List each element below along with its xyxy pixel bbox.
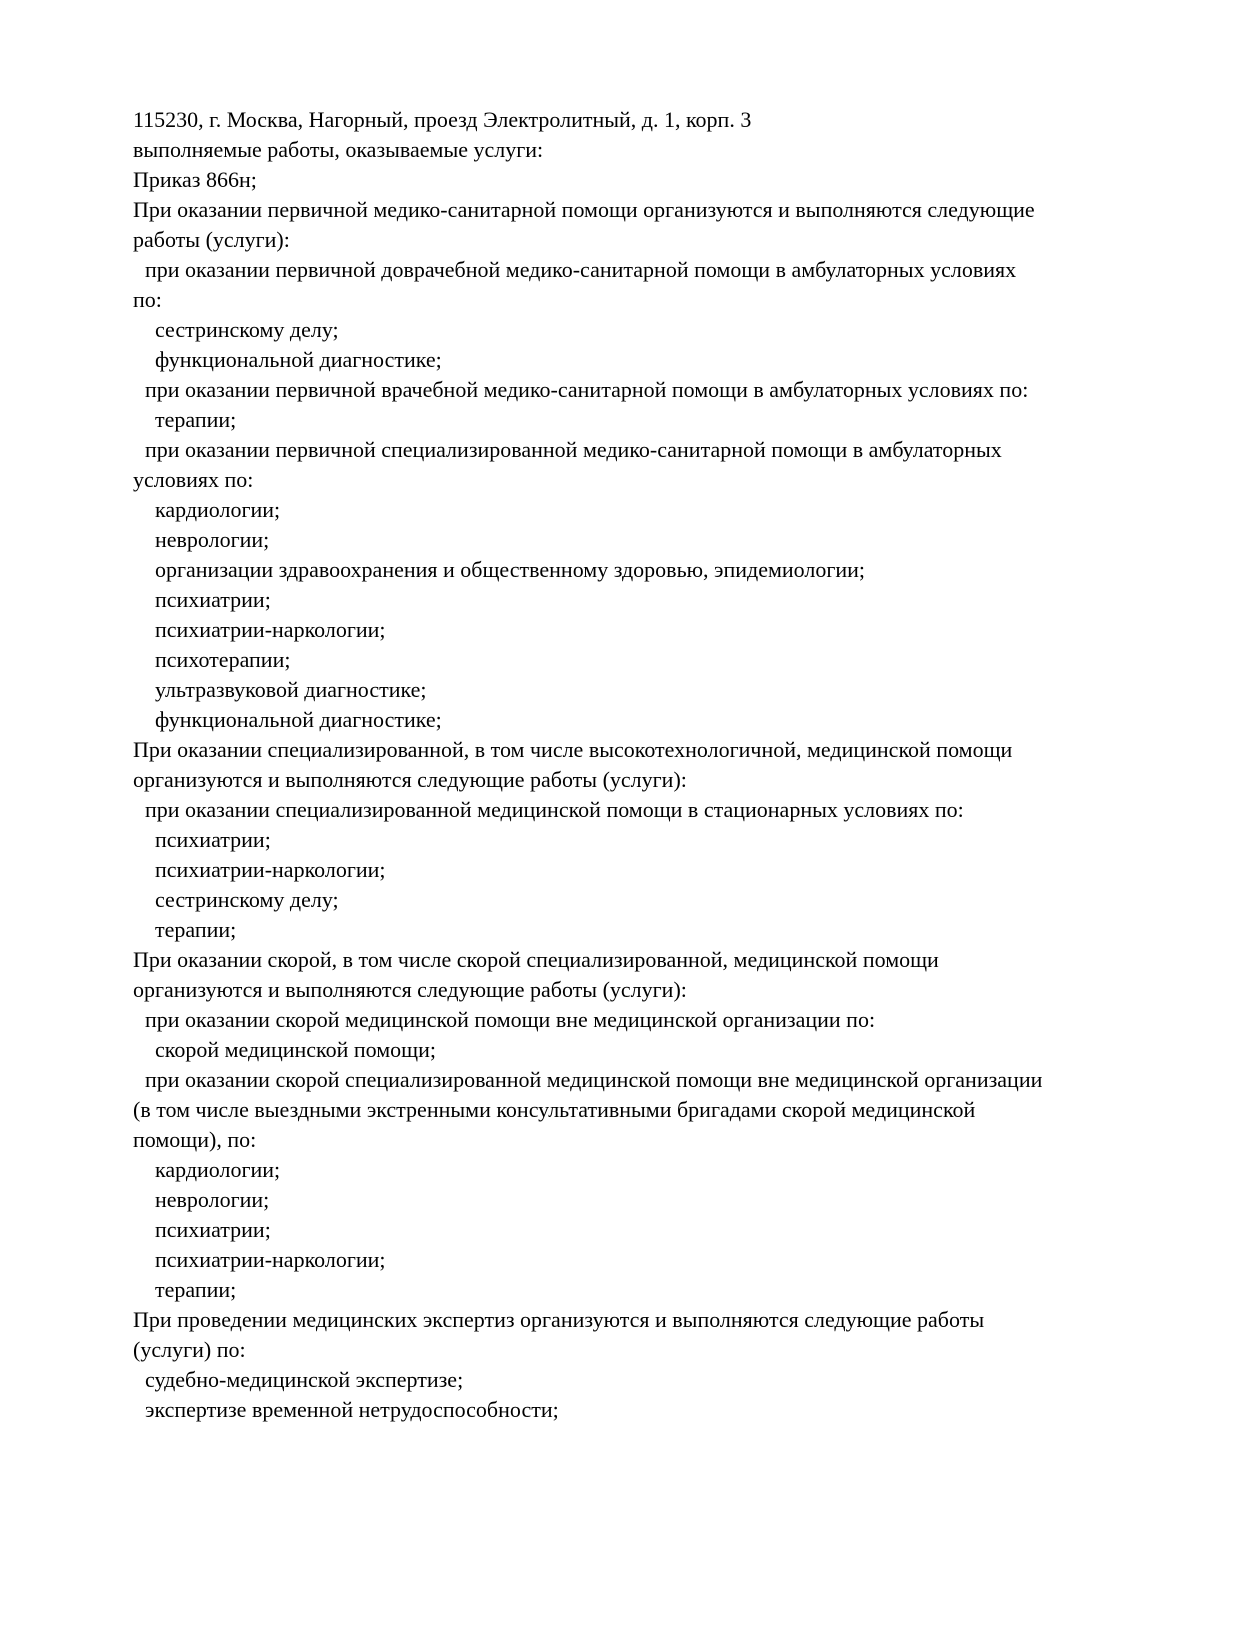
text-line: при оказании скорой медицинской помощи вне медицинской организации по: [145,1007,876,1032]
text-line: психиатрии; [155,827,271,852]
text-line: терапии; [155,1277,237,1302]
text-line: организуются и выполняются следующие работы (услуги): [133,767,687,792]
text-line: скорой медицинской помощи; [155,1037,437,1062]
text-line: (услуги) по: [133,1337,246,1362]
text-line: работы (услуги): [133,227,290,252]
text-line: судебно-медицинской экспертизе; [145,1367,464,1392]
text-line: помощи), по: [133,1127,257,1152]
text-line: психиатрии-наркологии; [155,1247,386,1272]
text-line: психиатрии; [155,587,271,612]
text-line: при оказании первичной доврачебной медико-санитарной помощи в амбулаторных условиях [145,257,1017,282]
text-line: сестринскому делу; [155,887,339,912]
text-line: терапии; [155,407,237,432]
text-line: психотерапии; [155,647,291,672]
text-line: при оказании первичной специализированной медико-санитарной помощи в амбулаторных [145,437,1002,462]
text-line: Приказ 866н; [133,167,257,192]
text-line: при оказании скорой специализированной медицинской помощи вне медицинской организации [145,1067,1043,1092]
text-line: условиях по: [133,467,254,492]
text-line: психиатрии; [155,1217,271,1242]
text-line: сестринскому делу; [155,317,339,342]
text-line: При оказании специализированной, в том числе высокотехнологичной, медицинской помощи [133,737,1013,762]
text-line: функциональной диагностике; [155,347,442,372]
text-line: При оказании скорой, в том числе скорой специализированной, медицинской помощи [133,947,939,972]
text-line: организации здравоохранения и общественному здоровью, эпидемиологии; [155,557,866,582]
text-line: при оказании специализированной медицинской помощи в стационарных условиях по: [145,797,964,822]
text-line: 115230, г. Москва, Нагорный, проезд Электролитный, д. 1, корп. 3 [133,107,752,132]
text-line: экспертизе временной нетрудоспособности; [145,1397,559,1422]
text-line: по: [133,287,162,312]
text-line: ультразвуковой диагностике; [155,677,427,702]
text-line: неврологии; [155,1187,270,1212]
text-line: функциональной диагностике; [155,707,442,732]
text-line: (в том числе выездными экстренными консультативными бригадами скорой медицинской [133,1097,976,1122]
text-line: терапии; [155,917,237,942]
text-line: выполняемые работы, оказываемые услуги: [133,137,544,162]
license-text [133,105,1200,1425]
text-line: организуются и выполняются следующие работы (услуги): [133,977,687,1002]
text-line: При оказании первичной медико-санитарной помощи организуются и выполняются следующие [133,197,1035,222]
text-line: при оказании первичной врачебной медико-санитарной помощи в амбулаторных условиях по: [145,377,1029,402]
text-line: психиатрии-наркологии; [155,617,386,642]
text-line: кардиологии; [155,497,281,522]
text-line: психиатрии-наркологии; [155,857,386,882]
text-line: кардиологии; [155,1157,281,1182]
text-line: При проведении медицинских экспертиз организуются и выполняются следующие работы [133,1307,985,1332]
text-line: неврологии; [155,527,270,552]
